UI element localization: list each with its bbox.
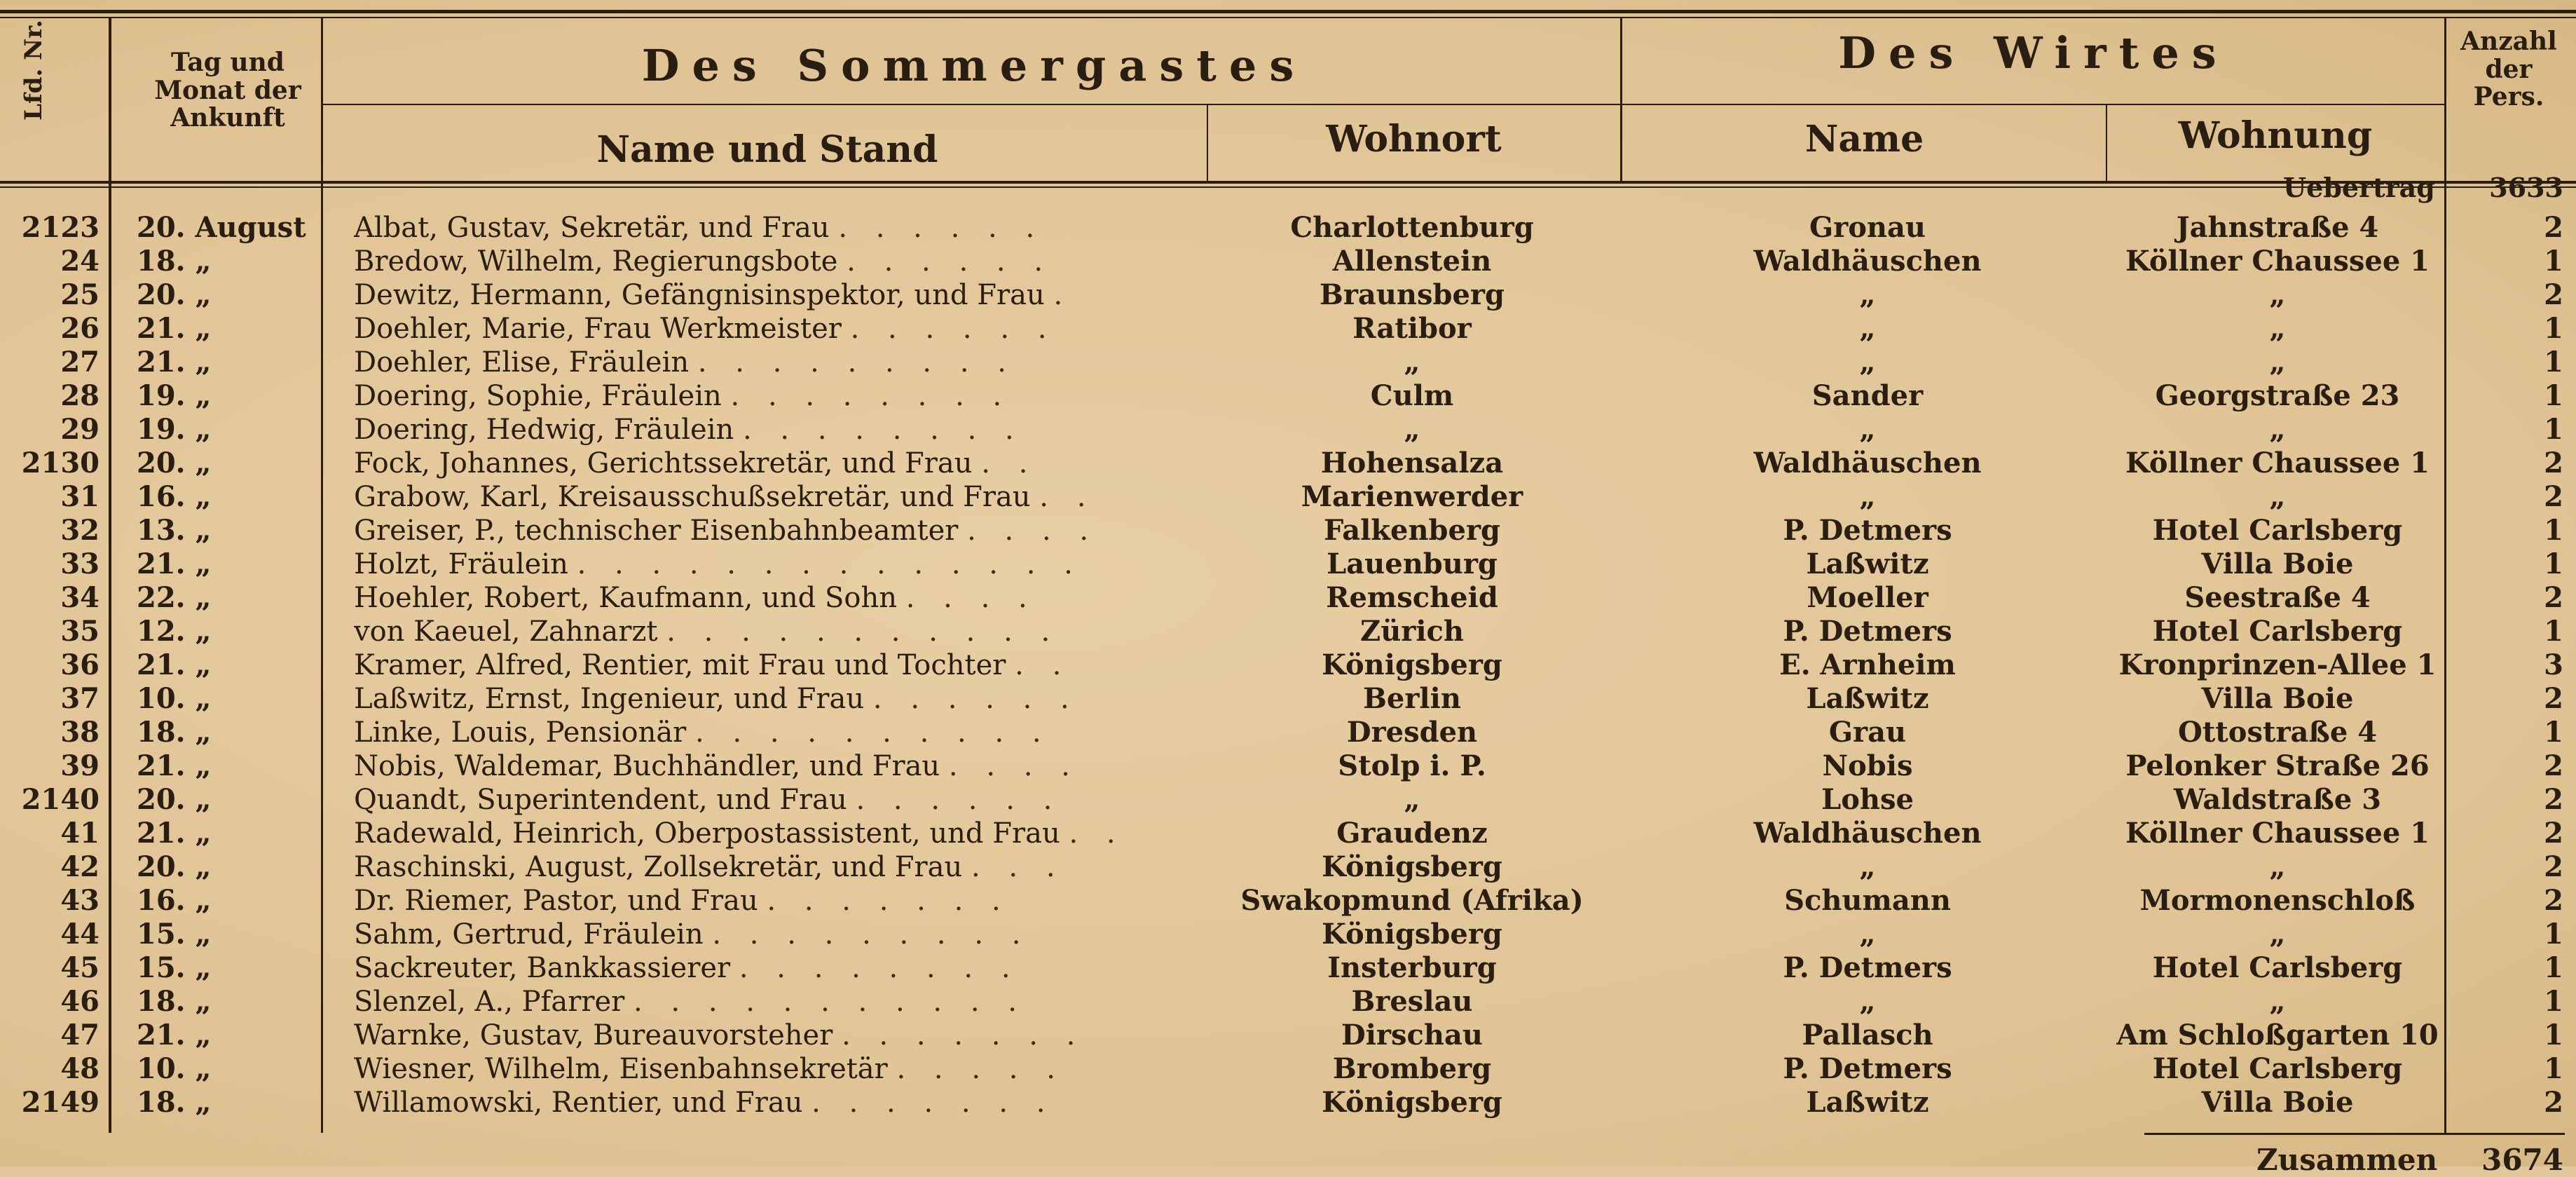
guest-name-stand: [354, 515, 1202, 547]
guest-name-text: Doering, Sophie, Fräulein: [354, 380, 722, 412]
guest-name-text: Bredow, Wilhelm, Regierungsbote: [354, 245, 838, 278]
guest-name-text: Dewitz, Hermann, Gefängnisinspektor, und Frau: [354, 279, 1045, 311]
table-row: [0, 683, 2576, 715]
header-date: Tag und Monat der Ankunft: [154, 48, 301, 133]
host-name: P. Detmers: [1783, 952, 1952, 984]
person-count: 2: [2544, 851, 2563, 883]
leader-dots: . . . . . . . . . . . . . .: [577, 548, 1083, 580]
host-name: „: [1859, 279, 1876, 311]
guest-wohnort: Allenstein: [1332, 245, 1492, 278]
leader-dots: . .: [981, 447, 1038, 479]
host-name: Pallasch: [1802, 1019, 1933, 1052]
guest-name-stand: [354, 481, 1202, 513]
header-host-group: Des Wirtes: [1838, 27, 2229, 79]
guest-name-stand: [354, 750, 1202, 782]
row-number: 34: [60, 582, 100, 614]
leader-dots: . .: [1015, 649, 1071, 681]
table-row: [0, 817, 2576, 850]
person-count: 1: [2544, 952, 2563, 984]
guest-wohnort: Bromberg: [1332, 1053, 1492, 1085]
host-name: „: [1859, 851, 1876, 883]
arrival-date: 10. „: [137, 1053, 212, 1085]
host-wohnung: Villa Boie: [2201, 1087, 2354, 1119]
host-wohnung: Mormonenschloß: [2139, 885, 2416, 917]
host-wohnung: „: [2269, 279, 2286, 311]
guest-name-stand: [354, 212, 1202, 244]
person-count: 1: [2544, 515, 2563, 547]
header-host-wohnung: Wohnung: [2178, 114, 2373, 157]
person-count: 1: [2544, 380, 2563, 412]
table-row: [0, 447, 2576, 479]
row-number: 48: [60, 1053, 100, 1085]
guest-name-text: Sackreuter, Bankkassierer: [354, 952, 731, 984]
header-wohnort: Wohnort: [1326, 118, 1502, 161]
guest-name-text: Warnke, Gustav, Bureauvorsteher: [354, 1019, 833, 1052]
header-guest-group: Des Sommergastes: [641, 40, 1307, 91]
arrival-date: 19. „: [137, 414, 212, 446]
host-name: Laßwitz: [1806, 548, 1929, 580]
row-number: 2149: [21, 1087, 100, 1119]
host-wohnung: Jahnstraße 4: [2176, 212, 2379, 244]
person-count: 2: [2544, 1087, 2563, 1119]
leader-dots: . . . . . .: [838, 212, 1045, 244]
guest-name-text: Willamowski, Rentier, und Frau: [354, 1087, 803, 1119]
arrival-date: 19. „: [137, 380, 212, 412]
table-row: [0, 716, 2576, 749]
table-row: [0, 851, 2576, 883]
leader-dots: . . . . . . . .: [742, 414, 1024, 446]
row-number: 2140: [21, 784, 100, 816]
total-rule: [2144, 1133, 2565, 1135]
guest-wohnort: Königsberg: [1322, 649, 1502, 681]
arrival-date: 21. „: [137, 548, 212, 580]
host-wohnung: Kronprinzen-Allee 1: [2118, 649, 2437, 681]
leader-dots: . . . . . . . . . . .: [666, 615, 1060, 648]
arrival-date: 16. „: [137, 481, 212, 513]
host-wohnung: „: [2269, 346, 2286, 379]
person-count: 2: [2544, 750, 2563, 782]
person-count: 2: [2544, 817, 2563, 850]
host-name: Moeller: [1807, 582, 1928, 614]
guest-name-text: Laßwitz, Ernst, Ingenieur, und Frau: [354, 683, 865, 715]
person-count: 2: [2544, 784, 2563, 816]
guest-name-text: Quandt, Superintendent, und Frau: [354, 784, 847, 816]
guest-name-text: Dr. Riemer, Pastor, und Frau: [354, 885, 758, 917]
guest-name-stand: [354, 885, 1202, 917]
guest-wohnort: Graudenz: [1336, 817, 1488, 850]
host-name: Nobis: [1822, 750, 1913, 782]
person-count: 1: [2544, 1053, 2563, 1085]
host-name: Laßwitz: [1806, 683, 1929, 715]
host-name: E. Arnheim: [1779, 649, 1956, 681]
top-rule: [0, 10, 2576, 13]
arrival-date: 20. „: [137, 784, 212, 816]
table-row: [0, 279, 2576, 311]
group-underline: [321, 104, 2446, 105]
arrival-date: 20. „: [137, 851, 212, 883]
arrival-date: 20. „: [137, 447, 212, 479]
host-wohnung: Köllner Chaussee 1: [2125, 447, 2430, 479]
guest-name-stand: [354, 245, 1202, 278]
guest-name-text: Slenzel, A., Pfarrer: [354, 986, 625, 1018]
person-count: 2: [2544, 481, 2563, 513]
host-wohnung: Villa Boie: [2201, 548, 2354, 580]
top-rule-thin: [0, 17, 2576, 18]
arrival-date: 10. „: [137, 683, 212, 715]
total-label: Zusammen: [2256, 1143, 2438, 1177]
table-row: [0, 615, 2576, 648]
host-wohnung: Villa Boie: [2201, 683, 2354, 715]
arrival-date: 20. „: [137, 279, 212, 311]
host-name: Waldhäuschen: [1753, 447, 1982, 479]
header-anzahl: Anzahl der Pers.: [2460, 27, 2557, 112]
host-name: P. Detmers: [1783, 515, 1952, 547]
guest-name-text: Grabow, Karl, Kreisausschußsekretär, und Frau: [354, 481, 1031, 513]
row-number: 39: [60, 750, 100, 782]
arrival-date: 21. „: [137, 649, 212, 681]
guest-name-stand: [354, 1019, 1202, 1052]
guest-wohnort: Königsberg: [1322, 1087, 1502, 1119]
guest-wohnort: Ratibor: [1352, 313, 1472, 345]
guest-name-text: Holzt, Fräulein: [354, 548, 568, 580]
row-number: 44: [60, 918, 100, 951]
arrival-date: 21. „: [137, 313, 212, 345]
table-row: [0, 212, 2576, 244]
guest-name-stand: [354, 683, 1202, 715]
host-name: „: [1859, 346, 1876, 379]
host-name: „: [1859, 481, 1876, 513]
leader-dots: . . . . . . . . .: [697, 346, 1016, 379]
leader-dots: . . . . . .: [847, 245, 1053, 278]
guest-name-text: Doehler, Elise, Fräulein: [354, 346, 690, 379]
table-row: [0, 952, 2576, 984]
guest-wohnort: Culm: [1370, 380, 1454, 412]
leader-dots: . . . . . .: [856, 784, 1062, 816]
guest-wohnort: Remscheid: [1326, 582, 1498, 614]
host-wohnung: „: [2269, 851, 2286, 883]
arrival-date: 21. „: [137, 817, 212, 850]
host-wohnung: „: [2269, 918, 2286, 951]
host-wohnung: Köllner Chaussee 1: [2125, 245, 2430, 278]
host-wohnung: „: [2269, 481, 2286, 513]
host-wohnung: Ottostraße 4: [2177, 716, 2378, 749]
host-wohnung: Pelonker Straße 26: [2125, 750, 2430, 782]
arrival-date: 18. „: [137, 245, 212, 278]
guest-name-text: Fock, Johannes, Gerichtssekretär, und Frau: [354, 447, 973, 479]
header-lfd-nr: Lfd. Nr.: [20, 20, 48, 121]
guest-wohnort: Insterburg: [1327, 952, 1497, 984]
person-count: 1: [2544, 615, 2563, 648]
guest-name-stand: [354, 1053, 1202, 1085]
guest-wohnort: Swakopmund (Afrika): [1240, 885, 1584, 917]
host-wohnung: Georgstraße 23: [2155, 380, 2400, 412]
leader-dots: . . . . . .: [850, 313, 1057, 345]
guest-wohnort: Königsberg: [1322, 851, 1502, 883]
arrival-date: 21. „: [137, 750, 212, 782]
guest-wohnort: „: [1404, 346, 1420, 379]
row-number: 2130: [21, 447, 100, 479]
host-wohnung: Hotel Carlsberg: [2152, 615, 2403, 648]
guest-name-text: Kramer, Alfred, Rentier, mit Frau und Tochter: [354, 649, 1006, 681]
guest-wohnort: Charlottenburg: [1290, 212, 1534, 244]
leader-dots: . . . .: [905, 582, 1037, 614]
person-count: 2: [2544, 683, 2563, 715]
guest-name-stand: [354, 414, 1202, 446]
guest-wohnort: Königsberg: [1322, 918, 1502, 951]
arrival-date: 16. „: [137, 885, 212, 917]
leader-dots: . .: [1069, 817, 1125, 850]
guest-name-text: Doering, Hedwig, Fräulein: [354, 414, 734, 446]
guest-name-stand: [354, 716, 1202, 749]
person-count: 1: [2544, 414, 2563, 446]
row-number: 46: [60, 986, 100, 1018]
table-row: [0, 515, 2576, 547]
person-count: 2: [2544, 582, 2563, 614]
host-name: „: [1859, 313, 1876, 345]
host-wohnung: Am Schloßgarten 10: [2116, 1019, 2439, 1052]
row-number: 31: [60, 481, 100, 513]
row-number: 41: [60, 817, 100, 850]
leader-dots: . . . .: [948, 750, 1080, 782]
divider-guest-host: [1620, 18, 1622, 182]
host-name: Sander: [1811, 380, 1924, 412]
row-number: 35: [60, 615, 100, 648]
guest-name-stand: [354, 851, 1202, 883]
table-row: [0, 750, 2576, 782]
table-row: [0, 1087, 2576, 1119]
host-wohnung: Waldstraße 3: [2173, 784, 2382, 816]
table-row: [0, 481, 2576, 513]
guest-wohnort: Dresden: [1346, 716, 1478, 749]
guest-wohnort: Hohensalza: [1320, 447, 1504, 479]
row-number: 24: [60, 245, 100, 278]
guest-name-stand: [354, 548, 1202, 580]
host-name: Waldhäuschen: [1753, 245, 1982, 278]
guest-name-stand: [354, 313, 1202, 345]
person-count: 2: [2544, 447, 2563, 479]
person-count: 1: [2544, 548, 2563, 580]
row-number: 38: [60, 716, 100, 749]
guest-wohnort: Breslau: [1351, 986, 1473, 1018]
header-name-stand: Name und Stand: [596, 128, 938, 171]
row-number: 36: [60, 649, 100, 681]
person-count: 1: [2544, 313, 2563, 345]
header-host-name: Name: [1804, 118, 1924, 161]
table-row: [0, 380, 2576, 412]
guest-wohnort: Dirschau: [1341, 1019, 1483, 1052]
guest-name-text: Wiesner, Wilhelm, Eisenbahnsekretär: [354, 1053, 888, 1085]
arrival-date: 20. August: [137, 212, 306, 244]
guest-wohnort: Falkenberg: [1323, 515, 1501, 547]
person-count: 1: [2544, 1019, 2563, 1052]
leader-dots: . .: [1039, 481, 1096, 513]
guest-name-text: Albat, Gustav, Sekretär, und Frau: [354, 212, 830, 244]
leader-dots: . . . . . . .: [811, 1087, 1055, 1119]
guest-name-text: Nobis, Waldemar, Buchhändler, und Frau: [354, 750, 940, 782]
row-number: 42: [60, 851, 100, 883]
guest-name-stand: [354, 582, 1202, 614]
row-number: 2123: [21, 212, 100, 244]
header-bottom-rule-thin: [0, 186, 2576, 188]
table-row: [0, 918, 2576, 951]
row-number: 43: [60, 885, 100, 917]
guest-name-text: Doehler, Marie, Frau Werkmeister: [354, 313, 842, 345]
divider-host: [2106, 105, 2107, 182]
table-row: [0, 346, 2576, 379]
guest-wohnort: Stolp i. P.: [1338, 750, 1486, 782]
host-name: Lohse: [1821, 784, 1914, 816]
leader-dots: . . . . . . . . . . .: [633, 986, 1027, 1018]
row-number: 32: [60, 515, 100, 547]
host-wohnung: Hotel Carlsberg: [2152, 1053, 2403, 1085]
header-bottom-rule: [0, 181, 2576, 184]
host-wohnung: Seestraße 4: [2184, 582, 2371, 614]
guest-wohnort: „: [1404, 414, 1420, 446]
guest-name-stand: [354, 279, 1202, 311]
host-name: „: [1859, 414, 1876, 446]
leader-dots: . . . . . . . .: [739, 952, 1020, 984]
host-name: P. Detmers: [1783, 615, 1952, 648]
arrival-date: 18. „: [137, 986, 212, 1018]
table-row: [0, 1019, 2576, 1052]
host-name: „: [1859, 986, 1876, 1018]
guest-name-text: Sahm, Gertrud, Fräulein: [354, 918, 704, 951]
guest-name-text: Raschinski, August, Zollsekretär, und Frau: [354, 851, 963, 883]
guest-wohnort: Braunsberg: [1320, 279, 1505, 311]
host-name: Waldhäuschen: [1753, 817, 1982, 850]
guest-name-stand: [354, 380, 1202, 412]
leader-dots: . . . . . . . . . .: [695, 716, 1051, 749]
row-number: 45: [60, 952, 100, 984]
guest-name-text: von Kaeuel, Zahnarzt: [354, 615, 658, 648]
guest-name-text: Hoehler, Robert, Kaufmann, und Sohn: [354, 582, 897, 614]
guest-name-stand: [354, 817, 1202, 850]
row-number: 29: [60, 414, 100, 446]
host-wohnung: „: [2269, 986, 2286, 1018]
guest-name-stand: [354, 649, 1202, 681]
leader-dots: . . . . .: [896, 1053, 1065, 1085]
person-count: 1: [2544, 245, 2563, 278]
arrival-date: 21. „: [137, 1019, 212, 1052]
guest-name-stand: [354, 1087, 1202, 1119]
person-count: 2: [2544, 885, 2563, 917]
guest-name-stand: [354, 918, 1202, 951]
table-row: [0, 986, 2576, 1018]
leader-dots: . . . . . . . .: [730, 380, 1012, 412]
guest-wohnort: Berlin: [1363, 683, 1461, 715]
table-row: [0, 649, 2576, 681]
person-count: 2: [2544, 212, 2563, 244]
host-name: Grau: [1828, 716, 1907, 749]
leader-dots: . . . .: [967, 515, 1099, 547]
leader-dots: . . . . . . . . .: [712, 918, 1031, 951]
leader-dots: . . . . . . .: [842, 1019, 1085, 1052]
arrival-date: 13. „: [137, 515, 212, 547]
host-wohnung: „: [2269, 313, 2286, 345]
guest-wohnort: Lauenburg: [1327, 548, 1498, 580]
host-wohnung: Hotel Carlsberg: [2152, 952, 2403, 984]
host-name: P. Detmers: [1783, 1053, 1952, 1085]
carry-over-label: Uebertrag: [2283, 172, 2435, 203]
person-count: 3: [2544, 649, 2563, 681]
arrival-date: 12. „: [137, 615, 212, 648]
leader-dots: . . . . . .: [872, 683, 1079, 715]
arrival-date: 15. „: [137, 918, 212, 951]
row-number: 47: [60, 1019, 100, 1052]
total-value: 3674: [2481, 1143, 2563, 1177]
row-number: 26: [60, 313, 100, 345]
host-wohnung: Köllner Chaussee 1: [2125, 817, 2430, 850]
row-number: 25: [60, 279, 100, 311]
guest-name-text: Linke, Louis, Pensionär: [354, 716, 687, 749]
table-row: [0, 548, 2576, 580]
table-row: [0, 885, 2576, 917]
host-wohnung: Hotel Carlsberg: [2152, 515, 2403, 547]
row-number: 28: [60, 380, 100, 412]
arrival-date: 15. „: [137, 952, 212, 984]
host-name: Laßwitz: [1806, 1087, 1929, 1119]
row-number: 27: [60, 346, 100, 379]
row-number: 33: [60, 548, 100, 580]
guest-name-stand: [354, 346, 1202, 379]
table-row: [0, 414, 2576, 446]
person-count: 2: [2544, 279, 2563, 311]
guest-name-stand: [354, 784, 1202, 816]
table-row: [0, 784, 2576, 816]
guest-name-stand: [354, 447, 1202, 479]
table-row: [0, 582, 2576, 614]
guest-name-text: Greiser, P., technischer Eisenbahnbeamter: [354, 515, 959, 547]
host-name: „: [1859, 918, 1876, 951]
host-name: Gronau: [1809, 212, 1926, 244]
arrival-date: 18. „: [137, 1087, 212, 1119]
table-row: [0, 1053, 2576, 1085]
person-count: 1: [2544, 346, 2563, 379]
guest-wohnort: Zürich: [1360, 615, 1464, 648]
person-count: 1: [2544, 986, 2563, 1018]
arrival-date: 18. „: [137, 716, 212, 749]
guest-wohnort: Marienwerder: [1301, 481, 1523, 513]
leader-dots: . . . . . . .: [767, 885, 1010, 917]
host-name: Schumann: [1784, 885, 1951, 917]
guest-name-stand: [354, 986, 1202, 1018]
table-row: [0, 245, 2576, 278]
row-number: 37: [60, 683, 100, 715]
guest-wohnort: „: [1404, 784, 1420, 816]
guest-name-text: Radewald, Heinrich, Oberpostassistent, und Frau: [354, 817, 1060, 850]
table-row: [0, 313, 2576, 345]
leader-dots: . . .: [971, 851, 1065, 883]
carry-over-value: 3633: [2489, 172, 2563, 203]
leader-dots: .: [1053, 279, 1073, 311]
person-count: 1: [2544, 918, 2563, 951]
arrival-date: 22. „: [137, 582, 212, 614]
arrival-date: 21. „: [137, 346, 212, 379]
host-wohnung: „: [2269, 414, 2286, 446]
guest-name-stand: [354, 615, 1202, 648]
person-count: 1: [2544, 716, 2563, 749]
divider-ort: [1207, 105, 1208, 182]
guest-name-stand: [354, 952, 1202, 984]
